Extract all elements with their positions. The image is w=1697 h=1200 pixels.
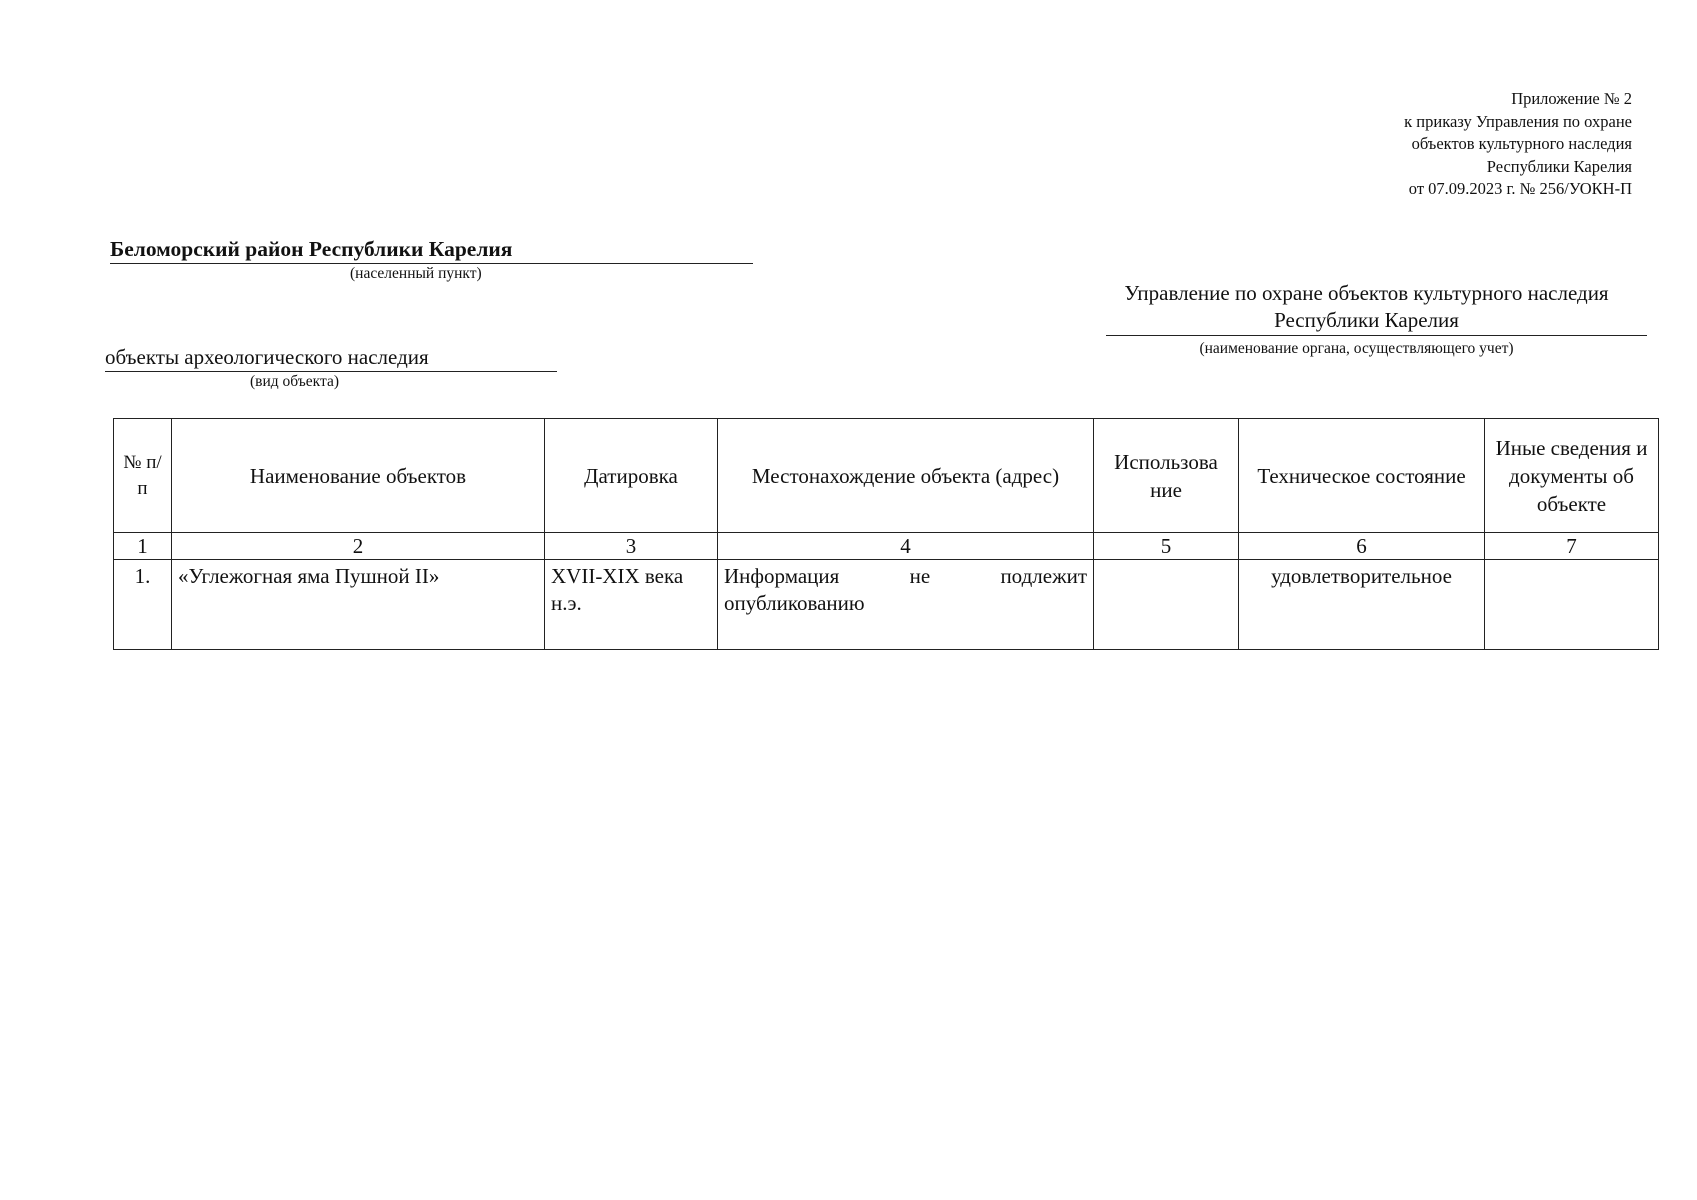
header-cell-other: Иные сведения и документы об объекте (1485, 419, 1659, 533)
appendix-header (1404, 88, 1632, 201)
appendix-line: Приложение № 2 (1511, 89, 1632, 108)
dating-cell: XVII-XIX века н.э. (545, 560, 718, 650)
condition-cell: удовлетворительное (1239, 560, 1485, 650)
header-cell-usage: Использова ние (1094, 419, 1239, 533)
appendix-line: к приказу Управления по охране (1404, 111, 1632, 131)
header-cell-number: № п/п (114, 419, 172, 533)
appendix-line: Республики Карелия (1486, 156, 1632, 176)
column-number: 6 (1239, 533, 1485, 560)
locality-value: Беломорский район Республики Карелия (110, 237, 513, 261)
object-kind-underline (105, 344, 557, 372)
table-row (114, 560, 1659, 650)
authority-caption: (наименование органа, осуществляющего учет) (1199, 340, 1514, 357)
header-cell-dating: Датировка (545, 419, 718, 533)
column-number: 1 (114, 533, 172, 560)
object-name-cell: «Углежогная яма Пушной II» (172, 560, 545, 650)
locality-field (110, 236, 753, 283)
locality-caption: (населенный пункт) (350, 265, 482, 282)
appendix-line: объектов культурного наследия (1411, 134, 1632, 153)
row-number-cell: 1. (114, 560, 172, 650)
header-cell-name: Наименование объектов (172, 419, 545, 533)
other-info-cell (1485, 560, 1659, 650)
table-header-row (114, 419, 1659, 533)
usage-cell (1094, 560, 1239, 650)
locality-underline (110, 236, 753, 264)
column-number: 5 (1094, 533, 1239, 560)
objects-table (113, 418, 1659, 650)
authority-field (1106, 280, 1647, 358)
object-kind-caption: (вид объекта) (250, 373, 340, 390)
header-cell-location: Местонахождение объекта (адрес) (718, 419, 1094, 533)
column-number: 7 (1485, 533, 1659, 560)
authority-value: Управление по охране объектов культурного наследия Республики Карелия (1124, 281, 1609, 332)
authority-underline (1106, 280, 1647, 336)
object-kind-value: объекты археологического наследия (105, 345, 429, 369)
column-number-row (114, 533, 1659, 560)
column-number: 4 (718, 533, 1094, 560)
appendix-line: от 07.09.2023 г. № 256/УОКН-П (1408, 179, 1632, 198)
object-kind-field (105, 344, 557, 391)
column-number: 2 (172, 533, 545, 560)
header-cell-condition: Техническое состояние (1239, 419, 1485, 533)
column-number: 3 (545, 533, 718, 560)
location-cell: Информация не подлежит опубликованию (718, 560, 1094, 650)
